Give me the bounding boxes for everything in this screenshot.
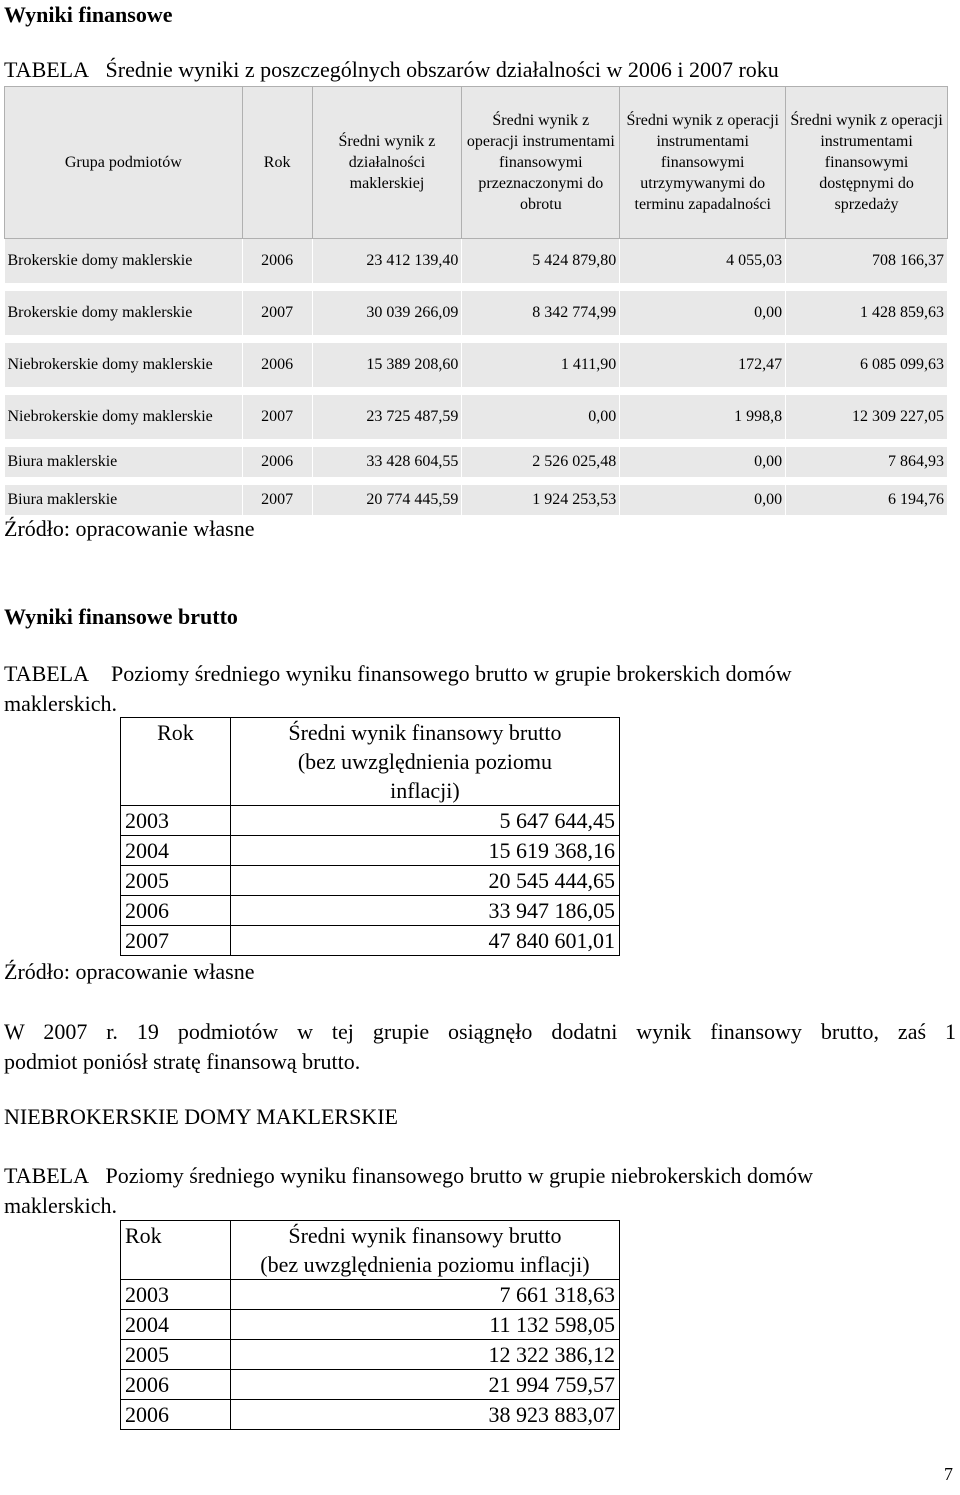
- header-gross-result: [230, 718, 619, 806]
- table-row: [121, 806, 620, 836]
- table-row: [121, 1370, 620, 1400]
- caption-label: TABELA: [4, 1163, 90, 1188]
- header-available-for-sale: Średni wynik z operacji instrumentami finansowymi dostępnymi do sprzedaży: [786, 87, 948, 239]
- cell-value: 38 923 883,07: [230, 1400, 619, 1430]
- table-row: [121, 1310, 620, 1340]
- cell-year: 2007: [242, 485, 312, 515]
- cell-value: 172,47: [620, 343, 786, 387]
- cell-year: 2007: [121, 926, 231, 956]
- header-brokerage-result: Średni wynik z działalności maklerskiej: [312, 87, 462, 239]
- header-line: Średni wynik finansowy brutto: [288, 1223, 562, 1248]
- table-caption-1: [4, 57, 779, 83]
- page-number: 7: [944, 1464, 953, 1484]
- cell-year: 2007: [242, 395, 312, 439]
- table-row: [5, 485, 948, 515]
- cell-value: 47 840 601,01: [230, 926, 619, 956]
- brokerage-gross-results-table: [120, 717, 620, 956]
- caption-label: TABELA: [4, 57, 90, 82]
- cell-value: 708 166,37: [786, 239, 948, 283]
- cell-year: 2003: [121, 1280, 231, 1310]
- table-row: [5, 291, 948, 335]
- table-row: [121, 1280, 620, 1310]
- cell-value: 7 864,93: [786, 447, 948, 477]
- cell-group: Biura maklerskie: [5, 447, 243, 477]
- table-row: [121, 866, 620, 896]
- table-row: [5, 395, 948, 439]
- cell-group: Brokerskie domy maklerskie: [5, 239, 243, 283]
- cell-value: 33 428 604,55: [312, 447, 462, 477]
- table-header-row: [121, 718, 620, 806]
- cell-value: 7 661 318,63: [230, 1280, 619, 1310]
- header-line: Średni wynik finansowy brutto: [288, 720, 562, 745]
- header-line: (bez uwzględnienia poziomu: [297, 749, 552, 774]
- cell-group: Niebrokerskie domy maklerskie: [5, 343, 243, 387]
- cell-value: 6 085 099,63: [786, 343, 948, 387]
- cell-value: 0,00: [462, 395, 620, 439]
- results-by-area-table: [4, 86, 948, 515]
- cell-year: 2006: [242, 343, 312, 387]
- cell-value: 4 055,03: [620, 239, 786, 283]
- table-caption-3: [4, 1161, 813, 1191]
- paragraph-line-1: W 2007 r. 19 podmiotów w tej grupie osiągnęło dodatni wynik finansowy brutto, zaś 1: [4, 1019, 956, 1044]
- cell-value: 6 194,76: [786, 485, 948, 515]
- table-row: [121, 896, 620, 926]
- cell-value: 1 924 253,53: [462, 485, 620, 515]
- cell-value: 33 947 186,05: [230, 896, 619, 926]
- table-caption-2-cont: maklerskich.: [4, 691, 118, 716]
- cell-value: 20 545 444,65: [230, 866, 619, 896]
- cell-value: 0,00: [620, 447, 786, 477]
- cell-value: 0,00: [620, 291, 786, 335]
- table-caption-2: [4, 659, 792, 689]
- cell-year: 2006: [242, 239, 312, 283]
- cell-value: 30 039 266,09: [312, 291, 462, 335]
- cell-group: Niebrokerskie domy maklerskie: [5, 395, 243, 439]
- cell-year: 2003: [121, 806, 231, 836]
- caption-text: Poziomy średniego wyniku finansowego brutto w grupie niebrokerskich domów: [105, 1163, 814, 1188]
- cell-year: 2004: [121, 836, 231, 866]
- source-note-1: Źródło: opracowanie własne: [4, 516, 255, 541]
- header-group: Grupa podmiotów: [5, 87, 243, 239]
- header-year: Rok: [121, 718, 231, 806]
- cell-value: 11 132 598,05: [230, 1310, 619, 1340]
- cell-value: 8 342 774,99: [462, 291, 620, 335]
- cell-year: 2006: [242, 447, 312, 477]
- cell-value: 23 412 139,40: [312, 239, 462, 283]
- cell-value: 5 647 644,45: [230, 806, 619, 836]
- cell-value: 5 424 879,80: [462, 239, 620, 283]
- header-held-to-maturity: Średni wynik z operacji instrumentami finansowymi utrzymywanymi do terminu zapadalności: [620, 87, 786, 239]
- cell-year: 2005: [121, 866, 231, 896]
- cell-value: 1 411,90: [462, 343, 620, 387]
- caption-text: Poziomy średniego wyniku finansowego brutto w grupie brokerskich domów: [111, 661, 792, 686]
- table-row: [121, 926, 620, 956]
- table-row: [121, 836, 620, 866]
- cell-year: 2005: [121, 1340, 231, 1370]
- cell-group: Brokerskie domy maklerskie: [5, 291, 243, 335]
- cell-value: 12 322 386,12: [230, 1340, 619, 1370]
- cell-year: 2004: [121, 1310, 231, 1340]
- table-row: [121, 1400, 620, 1430]
- cell-group: Biura maklerskie: [5, 485, 243, 515]
- section-heading-gross-results: Wyniki finansowe brutto: [4, 604, 238, 629]
- cell-year: 2006: [121, 896, 231, 926]
- cell-value: 0,00: [620, 485, 786, 515]
- header-trading-instruments: Średni wynik z operacji instrumentami finansowymi przeznaczonymi do obrotu: [462, 87, 620, 239]
- cell-value: 1 998,8: [620, 395, 786, 439]
- table-row: [5, 343, 948, 387]
- header-line: inflacji): [390, 778, 460, 803]
- cell-value: 2 526 025,48: [462, 447, 620, 477]
- header-line: (bez uwzględnienia poziomu inflacji): [260, 1252, 590, 1277]
- table-header-row: [121, 1221, 620, 1280]
- cell-value: 23 725 487,59: [312, 395, 462, 439]
- paragraph-line-2: podmiot poniósł stratę finansową brutto.: [4, 1049, 361, 1074]
- cell-value: 15 619 368,16: [230, 836, 619, 866]
- cell-value: 1 428 859,63: [786, 291, 948, 335]
- table-row: [5, 239, 948, 283]
- header-year: Rok: [121, 1221, 231, 1280]
- header-year: Rok: [242, 87, 312, 239]
- cell-value: 21 994 759,57: [230, 1370, 619, 1400]
- caption-label: TABELA: [4, 661, 90, 686]
- section-heading-financial-results: Wyniki finansowe: [4, 2, 173, 27]
- cell-year: 2007: [242, 291, 312, 335]
- header-gross-result: [230, 1221, 619, 1280]
- source-note-2: Źródło: opracowanie własne: [4, 959, 255, 984]
- cell-value: 12 309 227,05: [786, 395, 948, 439]
- table-row: [121, 1340, 620, 1370]
- cell-year: 2006: [121, 1370, 231, 1400]
- table-row: [5, 447, 948, 477]
- cell-value: 20 774 445,59: [312, 485, 462, 515]
- non-brokerage-gross-results-table: [120, 1220, 620, 1430]
- cell-value: 15 389 208,60: [312, 343, 462, 387]
- cell-year: 2006: [121, 1400, 231, 1430]
- table-caption-3-cont: maklerskich.: [4, 1193, 118, 1218]
- caption-text: Średnie wyniki z poszczególnych obszarów działalności w 2006 i 2007 roku: [105, 57, 779, 82]
- section-heading-non-brokerage: NIEBROKERSKIE DOMY MAKLERSKIE: [4, 1104, 398, 1129]
